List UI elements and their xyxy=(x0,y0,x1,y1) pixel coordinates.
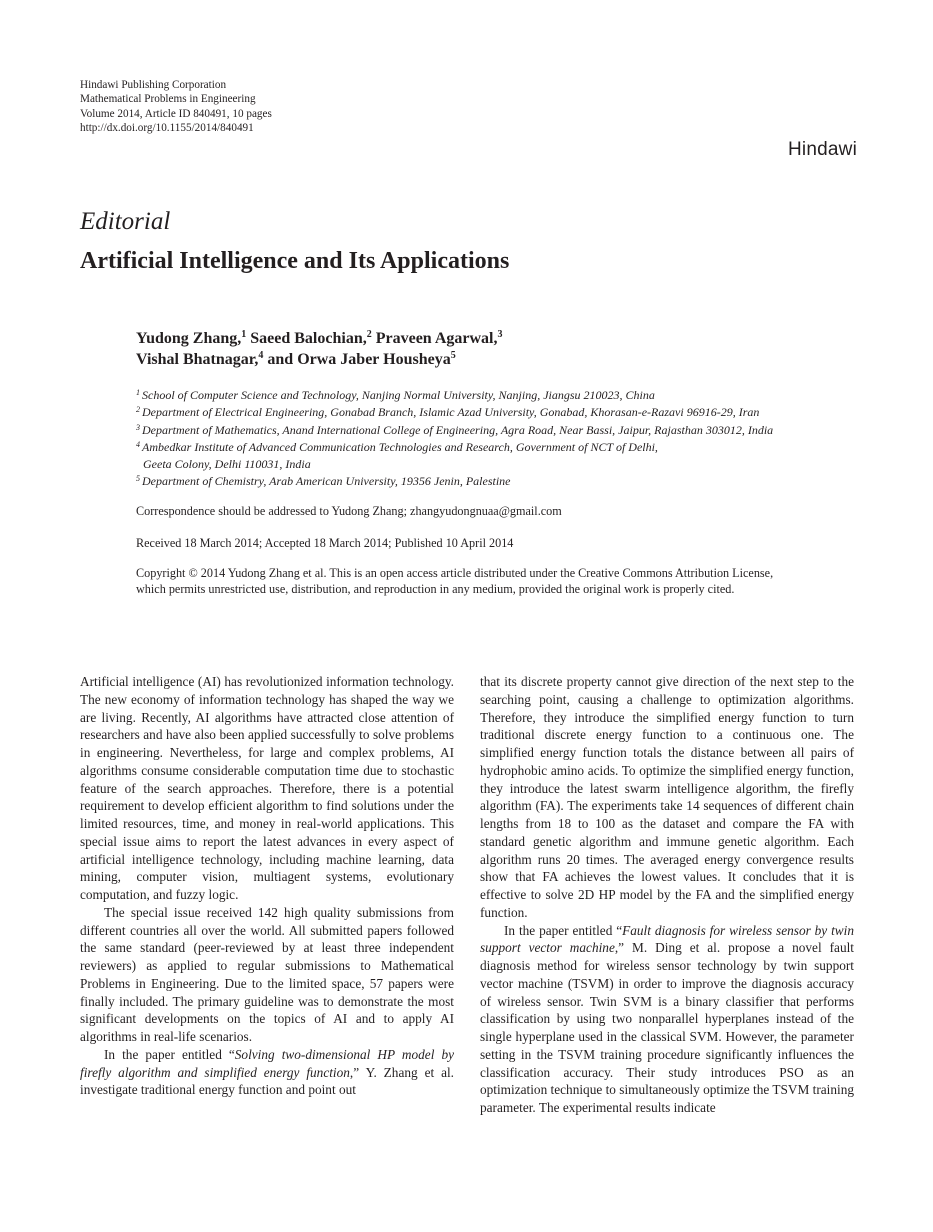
author-affiliation-mark: 3 xyxy=(497,329,503,340)
author-affiliation-mark: 1 xyxy=(241,329,247,340)
article-title: Artificial Intelligence and Its Applications xyxy=(80,248,510,274)
affiliation-continuation: Geeta Colony, Delhi 110031, India xyxy=(143,457,311,472)
body-paragraph xyxy=(80,1046,454,1099)
body-paragraph: The special issue received 142 high quality submissions from different countries all over the world. All submitted papers followed the same standard (peer-reviewed by at least three independent reviewers) as applied to regular submissions to Mathematical Problems in Engineering. Due to the limited space, 57 papers were finally included. The primary guideline was to demonstrate the most significant developments on the topics of AI and to apply AI algorithms in real-life scenarios. xyxy=(80,904,454,1044)
body-paragraph: Artificial intelligence (AI) has revolutionized information technology. The new economy of information technology has shaped the way we are living. Recently, AI algorithms have attracted close attention of researchers and have also been applied successfully to solve problems in engineering. Nevertheless, for large and complex problems, AI algorithms consume considerable computation time due to stochastic feature of the search approaches. Therefore, there is a potential requirement to develop efficient algorithm to find solutions under the limited resources, time, and money in real-world applications. This special issue aims to report the latest advances in every aspect of artificial intelligence technology, including machine learning, data mining, computer vision, multiagent systems, evolutionary computation, and fuzzy logic. xyxy=(80,674,454,902)
author-name: Saeed Balochian, xyxy=(250,330,367,347)
journal-name: Mathematical Problems in Engineering xyxy=(80,93,256,106)
paragraph-lead: In the paper entitled “ xyxy=(504,922,623,938)
affiliation-number: 2 xyxy=(136,405,140,415)
affiliation-text: School of Computer Science and Technology, Nanjing Normal University, Nanjing, Jiangsu 210023, China xyxy=(142,388,655,402)
affiliation-number: 1 xyxy=(136,388,140,397)
doi-link[interactable]: http://dx.doi.org/10.1155/2014/840491 xyxy=(80,122,254,135)
author-name: Vishal Bhatnagar, xyxy=(136,351,259,368)
paragraph-text: ,” Y. Zhang et al. investigate traditional energy function and point out xyxy=(80,1064,454,1098)
cited-paper-title: Solving two-dimensional HP model by firefly algorithm and simplified energy function xyxy=(80,1046,454,1080)
paragraph-text: ,” M. Ding et al. propose a novel fault diagnosis method for wireless sensor technology by twin support vector machine (TSVM) in order to improve the diagnosis accuracy of wireless sensor. Twin SVM is a binary classifier that performs classification by using two nonparallel hyperplanes instead of the single hyperplane used in the classical SVM. However, the parameter setting in the TSVM training procedure significantly influences the classification accuracy. Their study introduces PSO as an optimization technique to simultaneously optimize the TSVM training parameter. The experimental results indicate xyxy=(480,940,854,1115)
cited-paper-title: Fault diagnosis for wireless sensor by twin support vector machine xyxy=(480,922,854,956)
affiliation-item xyxy=(136,473,866,490)
copyright-line: Copyright © 2014 Yudong Zhang et al. This is an open access article distributed under the Creative Commons Attribution License, xyxy=(136,566,774,580)
affiliation-number: 4 xyxy=(136,439,140,449)
affiliation-item xyxy=(136,439,866,456)
author-list xyxy=(136,328,502,370)
affiliation-list xyxy=(136,387,866,491)
affiliation-item xyxy=(136,422,866,439)
journal-masthead xyxy=(80,78,272,136)
author-line-2 xyxy=(136,349,502,370)
affiliation-text: Department of Electrical Engineering, Gonabad Branch, Islamic Azad University, Gonabad, Khorasan-e-Razavi 96916-29, Iran xyxy=(142,405,760,420)
author-affiliation-mark: 5 xyxy=(450,350,456,361)
author-line-1 xyxy=(136,328,502,349)
copyright-line: which permits unrestricted use, distribution, and reproduction in any medium, provided the original work is properly cited. xyxy=(136,582,735,596)
affiliation-item xyxy=(136,387,866,404)
body-paragraph: that its discrete property cannot give direction of the next step to the searching point, causing a challenge to optimization algorithms. Therefore, they introduce the simplified energy function to turn traditional discrete energy function to a continuous one. The simplified energy function totals the distance between all pairs of hydrophobic amino acids. To optimize the simplified energy function, they introduce the latest swarm intelligence algorithm, the firefly algorithm (FA). The experiments take 14 sequences of different chain lengths from 18 to 100 as the dataset and compare the FA with standard genetic algorithm and immune genetic algorithm. Each algorithm runs 20 times. The averaged energy convergence results show that FA achieves the lowest values. It concludes that it is effective to solve 2D HP model by the FA and the simplified energy function. xyxy=(480,674,854,920)
body-column-right xyxy=(480,673,854,1117)
copyright-notice xyxy=(136,565,861,597)
volume-info: Volume 2014, Article ID 840491, 10 pages xyxy=(80,107,272,120)
body-paragraph xyxy=(480,922,854,1117)
author-name: and Orwa Jaber Housheya xyxy=(267,351,451,368)
affiliation-text: Department of Chemistry, Arab American University, 19356 Jenin, Palestine xyxy=(142,474,511,489)
paragraph-lead: In the paper entitled “ xyxy=(104,1046,235,1062)
author-name: Praveen Agarwal, xyxy=(375,330,498,347)
author-affiliation-mark: 4 xyxy=(258,350,264,361)
article-type: Editorial xyxy=(80,208,171,235)
affiliation-text: Department of Mathematics, Anand International College of Engineering, Agra Road, Near Bassi, Jaipur, Rajasthan 303012, India xyxy=(142,422,774,437)
affiliation-number: 3 xyxy=(136,422,140,432)
body-column-left xyxy=(80,673,454,1099)
publication-dates: Received 18 March 2014; Accepted 18 March 2014; Published 10 April 2014 xyxy=(136,536,514,550)
author-affiliation-mark: 2 xyxy=(366,329,372,340)
correspondence-note: Correspondence should be addressed to Yudong Zhang; zhangyudongnuaa@gmail.com xyxy=(136,504,562,518)
author-name: Yudong Zhang, xyxy=(136,330,242,347)
hindawi-logo: Hindawi xyxy=(788,139,857,160)
affiliation-text: Ambedkar Institute of Advanced Communication Technologies and Research, Government of NCT of Delhi, xyxy=(142,439,658,454)
publisher-name: Hindawi Publishing Corporation xyxy=(80,79,227,91)
affiliation-item xyxy=(136,404,866,421)
affiliation-number: 5 xyxy=(136,474,140,484)
